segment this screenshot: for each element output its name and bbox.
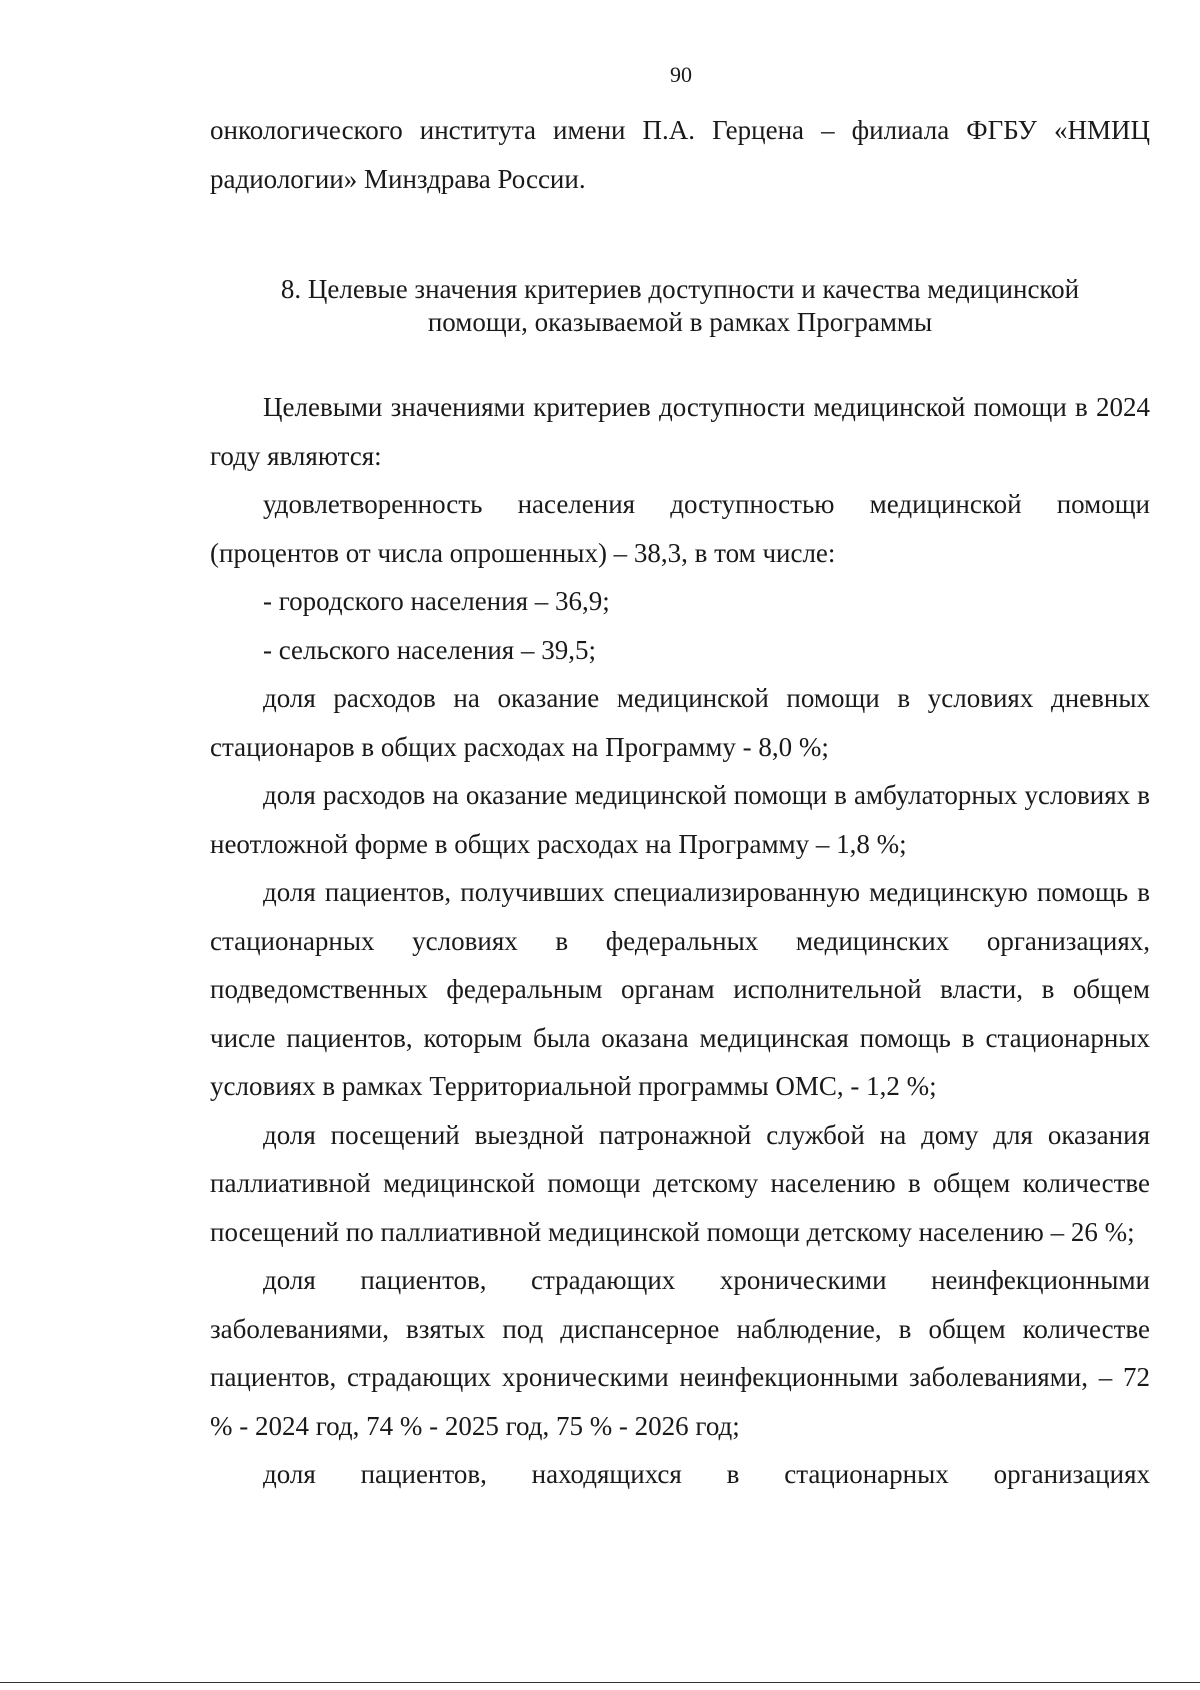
paragraph-day-hospital-share: доля расходов на оказание медицинской помощи в условиях дневных стационаров в общих расходах на Программу - 8,0 %; [210, 683, 1150, 762]
paragraph-target-values: Целевыми значениями критериев доступности медицинской помощи в 2024 году являются: [210, 392, 1150, 471]
paragraph-dispensary-observation-share: доля пациентов, страдающих хроническими неинфекционными заболеваниями, взятых под диспансерное наблюдение, в общем количестве пациентов, страдающих хроническими неинфекционными заболеваниями, – 72 % - 2024 год, 74 % - 2025 год, 75 % - 2026 год; [210, 1265, 1150, 1441]
criteria-list [210, 383, 1150, 1499]
paragraph-satisfaction: удовлетворенность населения доступностью медицинской помощи (процентов от числа опрошенных) – 38,3, в том числе: [210, 489, 1150, 568]
intro-paragraph: онкологического института имени П.А. Герцена – филиала ФГБУ «НМИЦ радиологии» Минздрава России. [210, 115, 1150, 194]
document-body [210, 106, 1150, 1499]
paragraph-urban: - городского населения – 36,9; [263, 586, 610, 616]
paragraph-rural: - сельского населения – 39,5; [263, 634, 596, 665]
paragraph-palliative-visits-share: доля посещений выездной патронажной службой на дому для оказания паллиативной медицинской помощи детскому населению в общем количестве посещений по паллиативной медицинской помощи детскому населению – 26 %; [210, 1119, 1150, 1247]
paragraph-emergency-outpatient-share: доля расходов на оказание медицинской помощи в амбулаторных условиях в неотложной форме в общих расходах на Программу – 1,8 %; [210, 780, 1150, 859]
paragraph-inpatient-organizations: доля пациентов, находящихся в стационарных организациях [263, 1459, 1150, 1489]
paragraph-federal-hospital-share: доля пациентов, получивших специализированную медицинскую помощь в стационарных условиях в федеральных медицинских организациях, подведомственных федеральным органам исполнительной власти, в общем числе пациентов, которым была оказана медицинская помощь в стационарных условиях в рамках Территориальной программы ОМС, - 1,2 %; [210, 877, 1150, 1101]
page-number: 90 [670, 62, 692, 87]
section-heading-line-1: 8. Целевые значения критериев доступности и качества медицинской [280, 274, 1080, 304]
section-heading-line-2: помощи, оказываемой в рамках Программы [427, 307, 933, 337]
bottom-rule [0, 1682, 1200, 1683]
section-heading [210, 273, 1150, 339]
